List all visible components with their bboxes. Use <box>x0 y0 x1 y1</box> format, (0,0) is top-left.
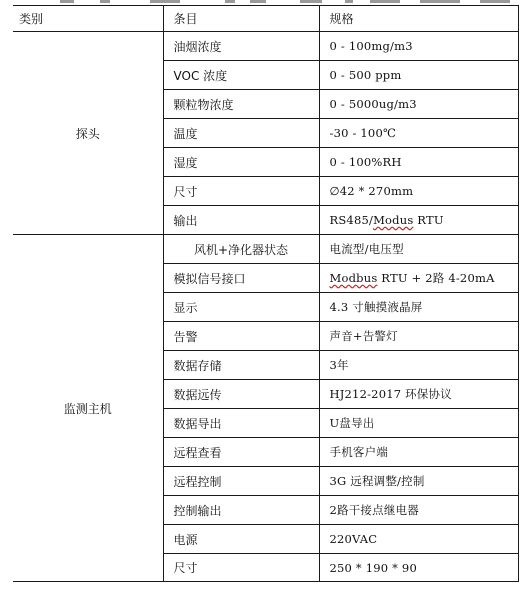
spec-cell <box>319 264 518 293</box>
item-cell: 湿度 <box>163 148 319 177</box>
spec-cell: HJ212-2017 环保协议 <box>319 380 518 409</box>
item-cell: 颗粒物浓度 <box>163 90 319 119</box>
header-category: 类别 <box>13 6 163 32</box>
item-cell: 尺寸 <box>163 554 319 582</box>
item-cell: 远程控制 <box>163 467 319 496</box>
spec-cell: 250 * 190 * 90 <box>319 554 518 582</box>
spec-spellcheck-word: Modus <box>373 213 414 227</box>
item-cell: 告警 <box>163 322 319 351</box>
item-cell: 温度 <box>163 119 319 148</box>
spec-cell: U盘导出 <box>319 409 518 438</box>
spec-cell: 0 - 500 ppm <box>319 61 518 90</box>
item-cell: 油烟浓度 <box>163 32 319 61</box>
item-cell: 风机+净化器状态 <box>163 235 319 264</box>
spec-cell <box>319 206 518 235</box>
top-edge-strip <box>0 0 524 4</box>
header-spec: 规格 <box>319 6 518 32</box>
item-cell: 电源 <box>163 525 319 554</box>
item-cell: 模拟信号接口 <box>163 264 319 293</box>
table-row <box>13 235 518 264</box>
spec-cell: 0 - 100%RH <box>319 148 518 177</box>
item-cell: 数据存储 <box>163 351 319 380</box>
spec-cell: 3G 远程调整/控制 <box>319 467 518 496</box>
header-item: 条目 <box>163 6 319 32</box>
spec-cell: 220VAC <box>319 525 518 554</box>
category-probe: 探头 <box>13 32 163 235</box>
spec-cell: 声音+告警灯 <box>319 322 518 351</box>
spec-suffix: RTU + 2路 4-20mA <box>377 271 495 285</box>
spec-suffix: RTU <box>413 213 444 227</box>
spec-cell: 手机客户端 <box>319 438 518 467</box>
item-cell: 数据导出 <box>163 409 319 438</box>
item-cell: 数据远传 <box>163 380 319 409</box>
header-row <box>13 6 518 32</box>
spec-cell: 0 - 100mg/m3 <box>319 32 518 61</box>
spec-prefix: RS485/ <box>329 213 374 227</box>
table-row <box>13 32 518 61</box>
spec-cell: 3年 <box>319 351 518 380</box>
category-monitor-host: 监测主机 <box>13 235 163 582</box>
item-cell: VOC 浓度 <box>163 61 319 90</box>
spec-cell: 2路干接点继电器 <box>319 496 518 525</box>
item-cell: 尺寸 <box>163 177 319 206</box>
spec-spellcheck-word: Modbus <box>329 271 378 285</box>
spec-cell: -30 - 100℃ <box>319 119 518 148</box>
spec-cell: ∅42 * 270mm <box>319 177 518 206</box>
spec-table <box>13 5 519 582</box>
item-cell: 显示 <box>163 293 319 322</box>
item-cell: 控制输出 <box>163 496 319 525</box>
spec-cell: 电流型/电压型 <box>319 235 518 264</box>
item-cell: 远程查看 <box>163 438 319 467</box>
spec-cell: 4.3 寸触摸液晶屏 <box>319 293 518 322</box>
spec-cell: 0 - 5000ug/m3 <box>319 90 518 119</box>
item-cell: 输出 <box>163 206 319 235</box>
